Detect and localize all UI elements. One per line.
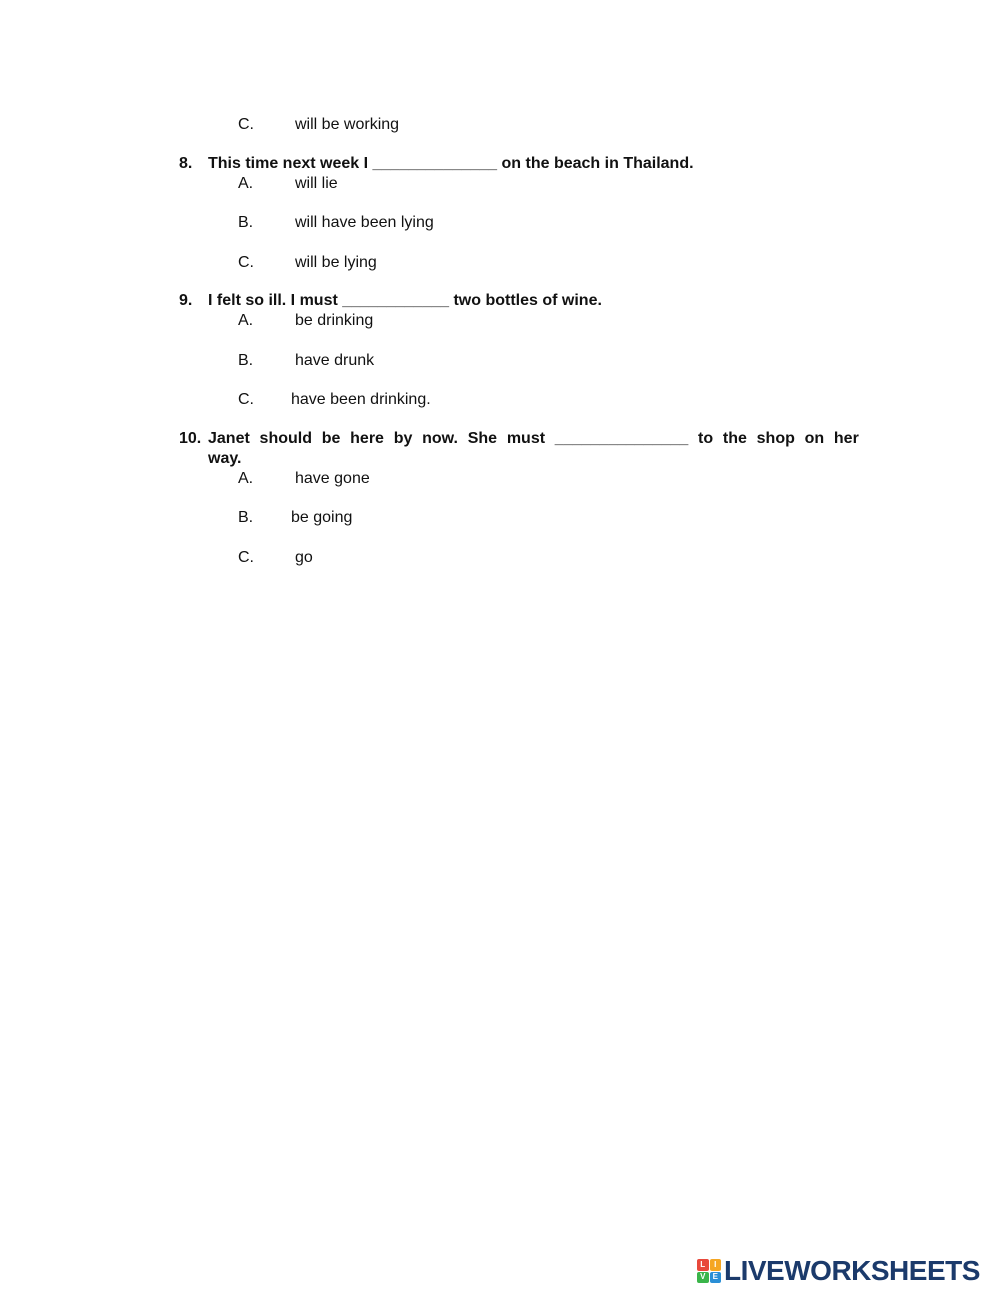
stem-word: here bbox=[350, 430, 384, 447]
stem-word: She bbox=[467, 430, 498, 447]
question-stem: I felt so ill. I must ____________ two bottles of wine. bbox=[208, 292, 602, 309]
stem-word: her bbox=[833, 430, 859, 447]
logo-mark-icon bbox=[697, 1259, 721, 1283]
option-text: will have been lying bbox=[295, 214, 434, 231]
option-letter: A. bbox=[238, 470, 254, 487]
question-stem-line-1 bbox=[208, 429, 859, 449]
option-text: have drunk bbox=[295, 352, 375, 369]
option-letter: A. bbox=[238, 312, 254, 329]
stem-word: be bbox=[321, 430, 341, 447]
option-text: go bbox=[295, 549, 313, 566]
option-letter: B. bbox=[238, 352, 254, 369]
option-text: be going bbox=[291, 509, 353, 526]
option-letter: B. bbox=[238, 509, 254, 526]
option-letter: B. bbox=[238, 214, 254, 231]
option-letter: C. bbox=[238, 116, 254, 133]
option-letter: C. bbox=[238, 391, 254, 408]
stem-word: on bbox=[804, 430, 825, 447]
option-text: will be lying bbox=[295, 254, 377, 271]
stem-word: Janet bbox=[208, 430, 250, 447]
stem-word: must bbox=[506, 430, 546, 447]
option-letter: C. bbox=[238, 549, 254, 566]
stem-word: by bbox=[393, 430, 413, 447]
logo-text: LIVEWORKSHEETS bbox=[724, 1255, 980, 1286]
logo-mark-tile: E bbox=[710, 1272, 722, 1284]
question-number: 8. bbox=[179, 155, 193, 172]
question-stem-line-2: way. bbox=[208, 450, 242, 467]
question-stem bbox=[208, 429, 859, 469]
question-number: 10. bbox=[179, 430, 202, 447]
option-text: will be working bbox=[295, 116, 400, 133]
logo-mark-tile: L bbox=[697, 1259, 709, 1271]
stem-word: now. bbox=[422, 430, 458, 447]
stem-word: _______________ bbox=[554, 430, 689, 447]
option-letter: A. bbox=[238, 175, 254, 192]
question-stem: This time next week I ______________ on the beach in Thailand. bbox=[208, 155, 694, 172]
logo-mark-tile: I bbox=[710, 1259, 722, 1271]
option-text: will lie bbox=[295, 175, 338, 192]
option-text: have been drinking. bbox=[291, 391, 431, 408]
stem-word: should bbox=[259, 430, 312, 447]
question-number: 9. bbox=[179, 292, 193, 309]
option-letter: C. bbox=[238, 254, 254, 271]
stem-word: the bbox=[722, 430, 747, 447]
option-text: have gone bbox=[295, 470, 370, 487]
liveworksheets-logo[interactable] bbox=[697, 1256, 980, 1286]
logo-mark-tile: V bbox=[697, 1272, 709, 1284]
option-text: be drinking bbox=[295, 312, 374, 329]
stem-word: shop bbox=[756, 430, 795, 447]
stem-word: to bbox=[698, 430, 714, 447]
